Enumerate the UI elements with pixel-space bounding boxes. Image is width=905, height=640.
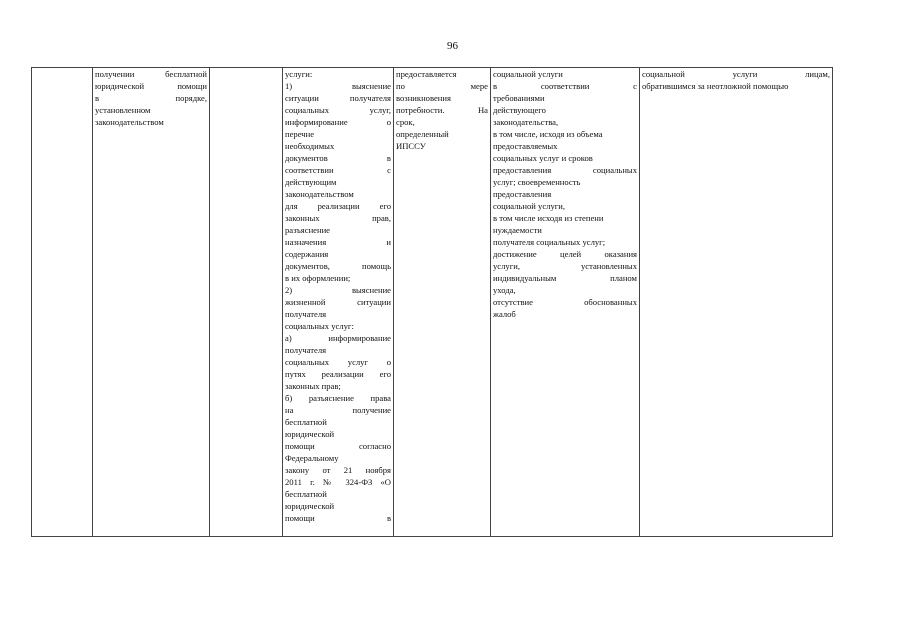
cell-text-line: в том числе, исходя из объема: [493, 129, 603, 139]
cell-text-line: в том числе исходя из степени: [493, 213, 604, 223]
cell-text-line: социальных услуг:: [285, 321, 354, 331]
cell-text-line: бесплатной: [285, 489, 327, 499]
cell-text-line: законодательством: [285, 189, 354, 199]
cell-text-line: разъяснение: [285, 225, 330, 235]
cell-text-line: назначения и: [285, 237, 391, 247]
cell-text-line: определенный: [396, 129, 449, 139]
cell-text-line: необходимых: [285, 141, 335, 151]
cell-text-line: индивидуальным планом: [493, 273, 637, 283]
cell-text-line: получателя: [285, 309, 327, 319]
cell-text-line: социальных услуг,: [285, 105, 391, 115]
cell-text-line: путях реализации его: [285, 369, 391, 379]
cell-text-line: предоставляется: [396, 69, 457, 79]
cell-text-line: отсутствие обоснованных: [493, 297, 637, 307]
cell-text-line: помощи в: [285, 513, 391, 523]
services-table: [31, 67, 833, 537]
cell-text-line: закону от 21 ноября: [285, 465, 391, 475]
cell-text-line: помощи согласно: [285, 441, 391, 451]
cell-text-line: соответствии с: [285, 165, 391, 175]
cell-text-line: предоставления социальных: [493, 165, 637, 175]
cell-text-line: а) информирование: [285, 333, 391, 343]
cell-text-line: социальной услуги,: [493, 201, 566, 211]
cell-text-line: срок,: [396, 117, 415, 127]
cell-text-line: достижение целей оказания: [493, 249, 637, 259]
cell-text-line: юридической: [285, 501, 335, 511]
cell-text-line: жалоб: [493, 309, 516, 319]
cell-text-line: бесплатной: [285, 417, 327, 427]
cell-text-line: действующего: [493, 105, 546, 115]
cell-text-line: в их оформлении;: [285, 273, 351, 283]
cell-text-line: по мере: [396, 81, 488, 91]
cell-text-line: предоставления: [493, 189, 552, 199]
table-cell-quality-indicators: [491, 68, 640, 537]
cell-text-line: на получение: [285, 405, 391, 415]
cell-text-line: законных прав,: [285, 213, 391, 223]
cell-text-line: юридической помощи: [95, 81, 207, 91]
cell-text-line: услуги:: [285, 69, 313, 79]
cell-text-line: 2) выяснение: [285, 285, 391, 295]
cell-text-line: документов, помощь: [285, 261, 391, 271]
cell-text-line: действующим: [285, 177, 337, 187]
cell-text-line: установленном: [95, 105, 151, 115]
cell-text-line: нуждаемости: [493, 225, 542, 235]
cell-text-line: социальной услуги лицам,: [642, 69, 830, 79]
cell-text-line: жизненной ситуации: [285, 297, 391, 307]
cell-text-line: требованиями: [493, 93, 545, 103]
table-row: [32, 68, 833, 537]
cell-text-line: в порядке,: [95, 93, 207, 103]
cell-text-line: услуг; своевременность: [493, 177, 581, 187]
cell-text-line: для реализации его: [285, 201, 391, 211]
cell-text-line: социальных услуг о: [285, 357, 391, 367]
cell-text-line: законных прав;: [285, 381, 341, 391]
cell-text-line: получателя: [285, 345, 327, 355]
cell-text-line: потребности. На: [396, 105, 488, 115]
cell-text-line: информирование о: [285, 117, 391, 127]
cell-text-line: ситуации получателя: [285, 93, 391, 103]
table-cell-number: [32, 68, 93, 537]
table-cell-conditions: [640, 68, 833, 537]
cell-text-line: услуги, установленных: [493, 261, 637, 271]
cell-text-line: получателя социальных услуг;: [493, 237, 606, 247]
cell-text-line: социальной услуги: [493, 69, 563, 79]
cell-text-line: Федеральному: [285, 453, 339, 463]
cell-text-line: законодательством: [95, 117, 164, 127]
cell-text-line: документов в: [285, 153, 391, 163]
cell-text-line: обратившимся за неотложной помощью: [642, 81, 789, 91]
cell-text-line: ИПССУ: [396, 141, 426, 151]
table-cell-service-name: [93, 68, 210, 537]
cell-text-line: законодательства,: [493, 117, 559, 127]
table-cell-service-term: [394, 68, 491, 537]
cell-text-line: получении бесплатной: [95, 69, 207, 79]
cell-text-line: б) разъяснение права: [285, 393, 391, 403]
cell-text-line: содержания: [285, 249, 329, 259]
cell-text-line: юридической: [285, 429, 335, 439]
table-cell-service-description: [283, 68, 394, 537]
page-number: 96: [447, 40, 458, 52]
cell-text-line: в соответствии с: [493, 81, 637, 91]
cell-text-line: 1) выяснение: [285, 81, 391, 91]
table-cell-empty: [210, 68, 283, 537]
cell-text-line: возникновения: [396, 93, 451, 103]
cell-text-line: ухода,: [493, 285, 516, 295]
cell-text-line: социальных услуг и сроков: [493, 153, 593, 163]
cell-text-line: 2011 г. № 324-ФЗ «О: [285, 477, 391, 487]
cell-text-line: перечне: [285, 129, 315, 139]
cell-text-line: предоставляемых: [493, 141, 558, 151]
